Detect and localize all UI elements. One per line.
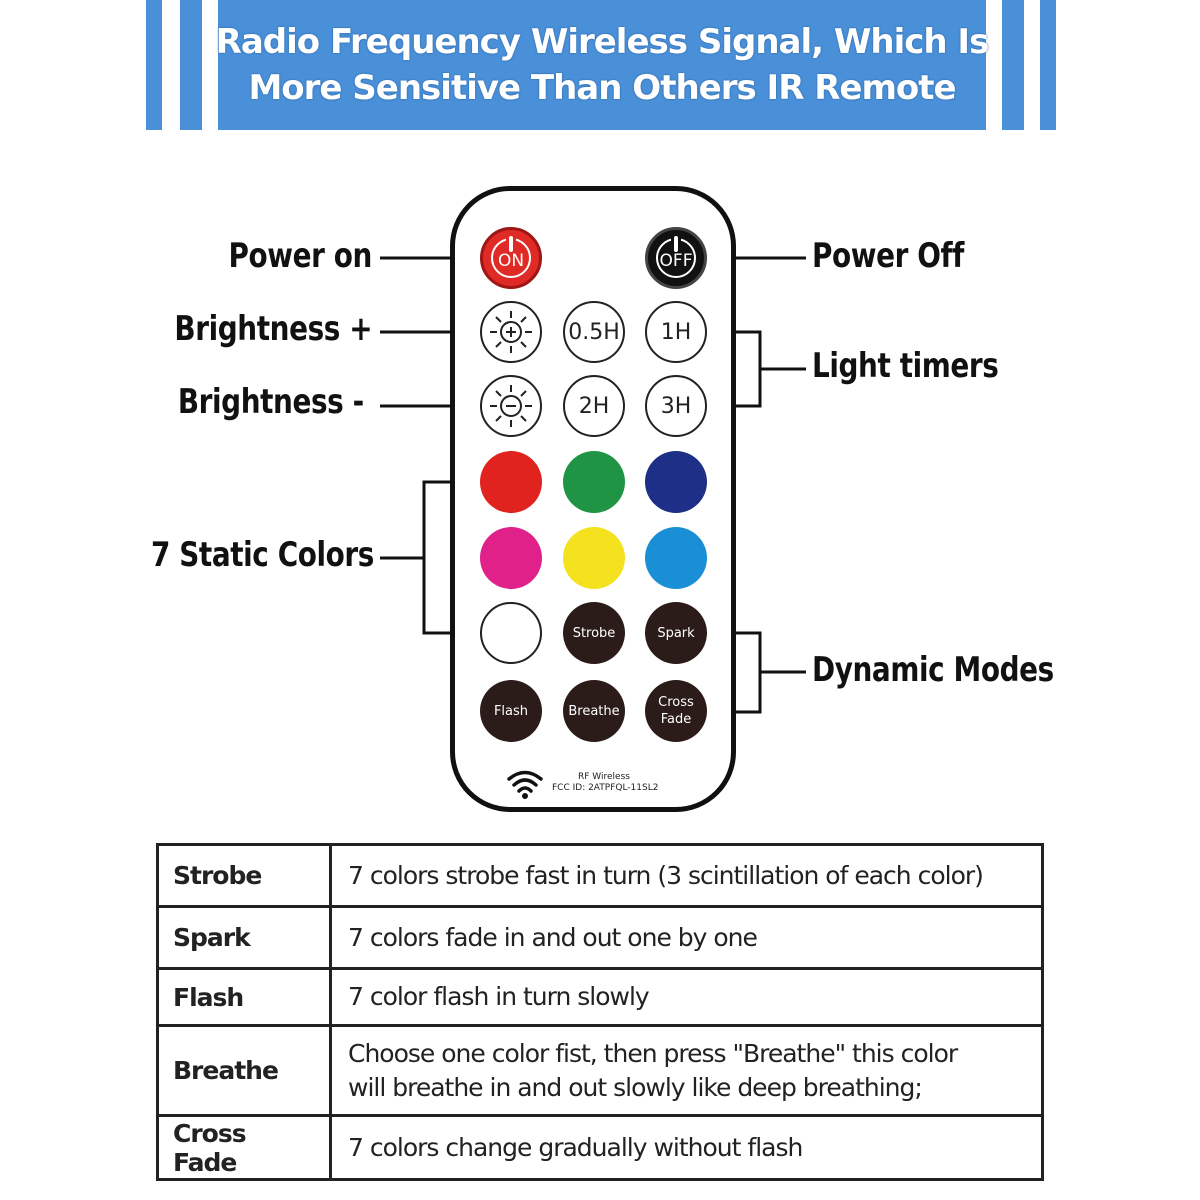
- mode-name-cell: Strobe: [158, 845, 331, 907]
- color-sky-blue-button[interactable]: [645, 527, 707, 589]
- mode-description-cell: 7 colors fade in and out one by one: [331, 907, 1043, 969]
- label-dynamic-modes: Dynamic Modes: [812, 650, 1054, 690]
- color-magenta-button[interactable]: [480, 527, 542, 589]
- table-row: [158, 845, 1043, 907]
- mode-name-cell: Spark: [158, 907, 331, 969]
- power-on-label: ON: [497, 251, 525, 271]
- breathe-button[interactable]: Breathe: [563, 680, 625, 742]
- label-brightness-minus: Brightness -: [178, 382, 364, 422]
- mode-name-cell: Cross Fade: [158, 1116, 331, 1180]
- mode-name-cell: Flash: [158, 969, 331, 1026]
- table-row: [158, 907, 1043, 969]
- timer-3h-button[interactable]: 3H: [645, 375, 707, 437]
- label-light-timers: Light timers: [812, 346, 999, 386]
- mode-description-cell: [331, 1026, 1043, 1116]
- label-static-colors: 7 Static Colors: [151, 535, 374, 575]
- cross-fade-label-line-1: Cross: [658, 695, 694, 710]
- table-row: [158, 969, 1043, 1026]
- strobe-button[interactable]: Strobe: [563, 602, 625, 664]
- brightness-plus-button[interactable]: [480, 301, 542, 363]
- banner-stripe-left-inner: [180, 0, 202, 130]
- brightness-minus-icon: [486, 381, 536, 431]
- cross-fade-button[interactable]: [645, 680, 707, 742]
- color-red-button[interactable]: [480, 451, 542, 513]
- power-on-button[interactable]: [480, 227, 542, 289]
- label-brightness-plus: Brightness +: [174, 309, 372, 349]
- banner-title-line-2: More Sensitive Than Others IR Remote: [248, 68, 956, 108]
- brightness-minus-button[interactable]: [480, 375, 542, 437]
- color-white-button[interactable]: [480, 602, 542, 664]
- banner-title-line-1: Radio Frequency Wireless Signal, Which Is: [215, 22, 989, 62]
- color-green-button[interactable]: [563, 451, 625, 513]
- mode-description-table: [156, 843, 1044, 1181]
- spark-button[interactable]: Spark: [645, 602, 707, 664]
- rf-wireless-label: RF Wireless: [578, 772, 630, 782]
- flash-button[interactable]: Flash: [480, 680, 542, 742]
- mode-description-line-2: will breathe in and out slowly like deep breathing;: [348, 1072, 922, 1102]
- mode-description-line-1: Choose one color fist, then press "Breathe" this color: [348, 1038, 958, 1068]
- power-off-button[interactable]: [645, 227, 707, 289]
- timer-1h-button[interactable]: 1H: [645, 301, 707, 363]
- banner-stripe-left-outer: [146, 0, 162, 130]
- table-row: [158, 1116, 1043, 1180]
- mode-description-cell: 7 colors change gradually without flash: [331, 1116, 1043, 1180]
- mode-name-cell: Breathe: [158, 1026, 331, 1116]
- wifi-icon: [505, 768, 545, 800]
- label-power-on: Power on: [228, 236, 372, 276]
- mode-description-cell: 7 colors strobe fast in turn (3 scintillation of each color): [331, 845, 1043, 907]
- timer-2h-button[interactable]: 2H: [563, 375, 625, 437]
- table-row: [158, 1026, 1043, 1116]
- banner: [215, 0, 989, 130]
- banner-stripe-right-outer: [1040, 0, 1056, 130]
- color-yellow-button[interactable]: [563, 527, 625, 589]
- cross-fade-label-line-2: Fade: [660, 712, 692, 727]
- power-off-label: OFF: [659, 251, 693, 271]
- brightness-plus-icon: [486, 307, 536, 357]
- mode-description-cell: 7 color flash in turn slowly: [331, 969, 1043, 1026]
- label-power-off: Power Off: [812, 236, 964, 276]
- color-blue-button[interactable]: [645, 451, 707, 513]
- banner-stripe-right-inner: [1002, 0, 1024, 130]
- fcc-id-label: FCC ID: 2ATPFQL-11SL2: [552, 783, 659, 793]
- timer-0-5h-button[interactable]: 0.5H: [563, 301, 625, 363]
- rf-wireless-note: [552, 772, 658, 794]
